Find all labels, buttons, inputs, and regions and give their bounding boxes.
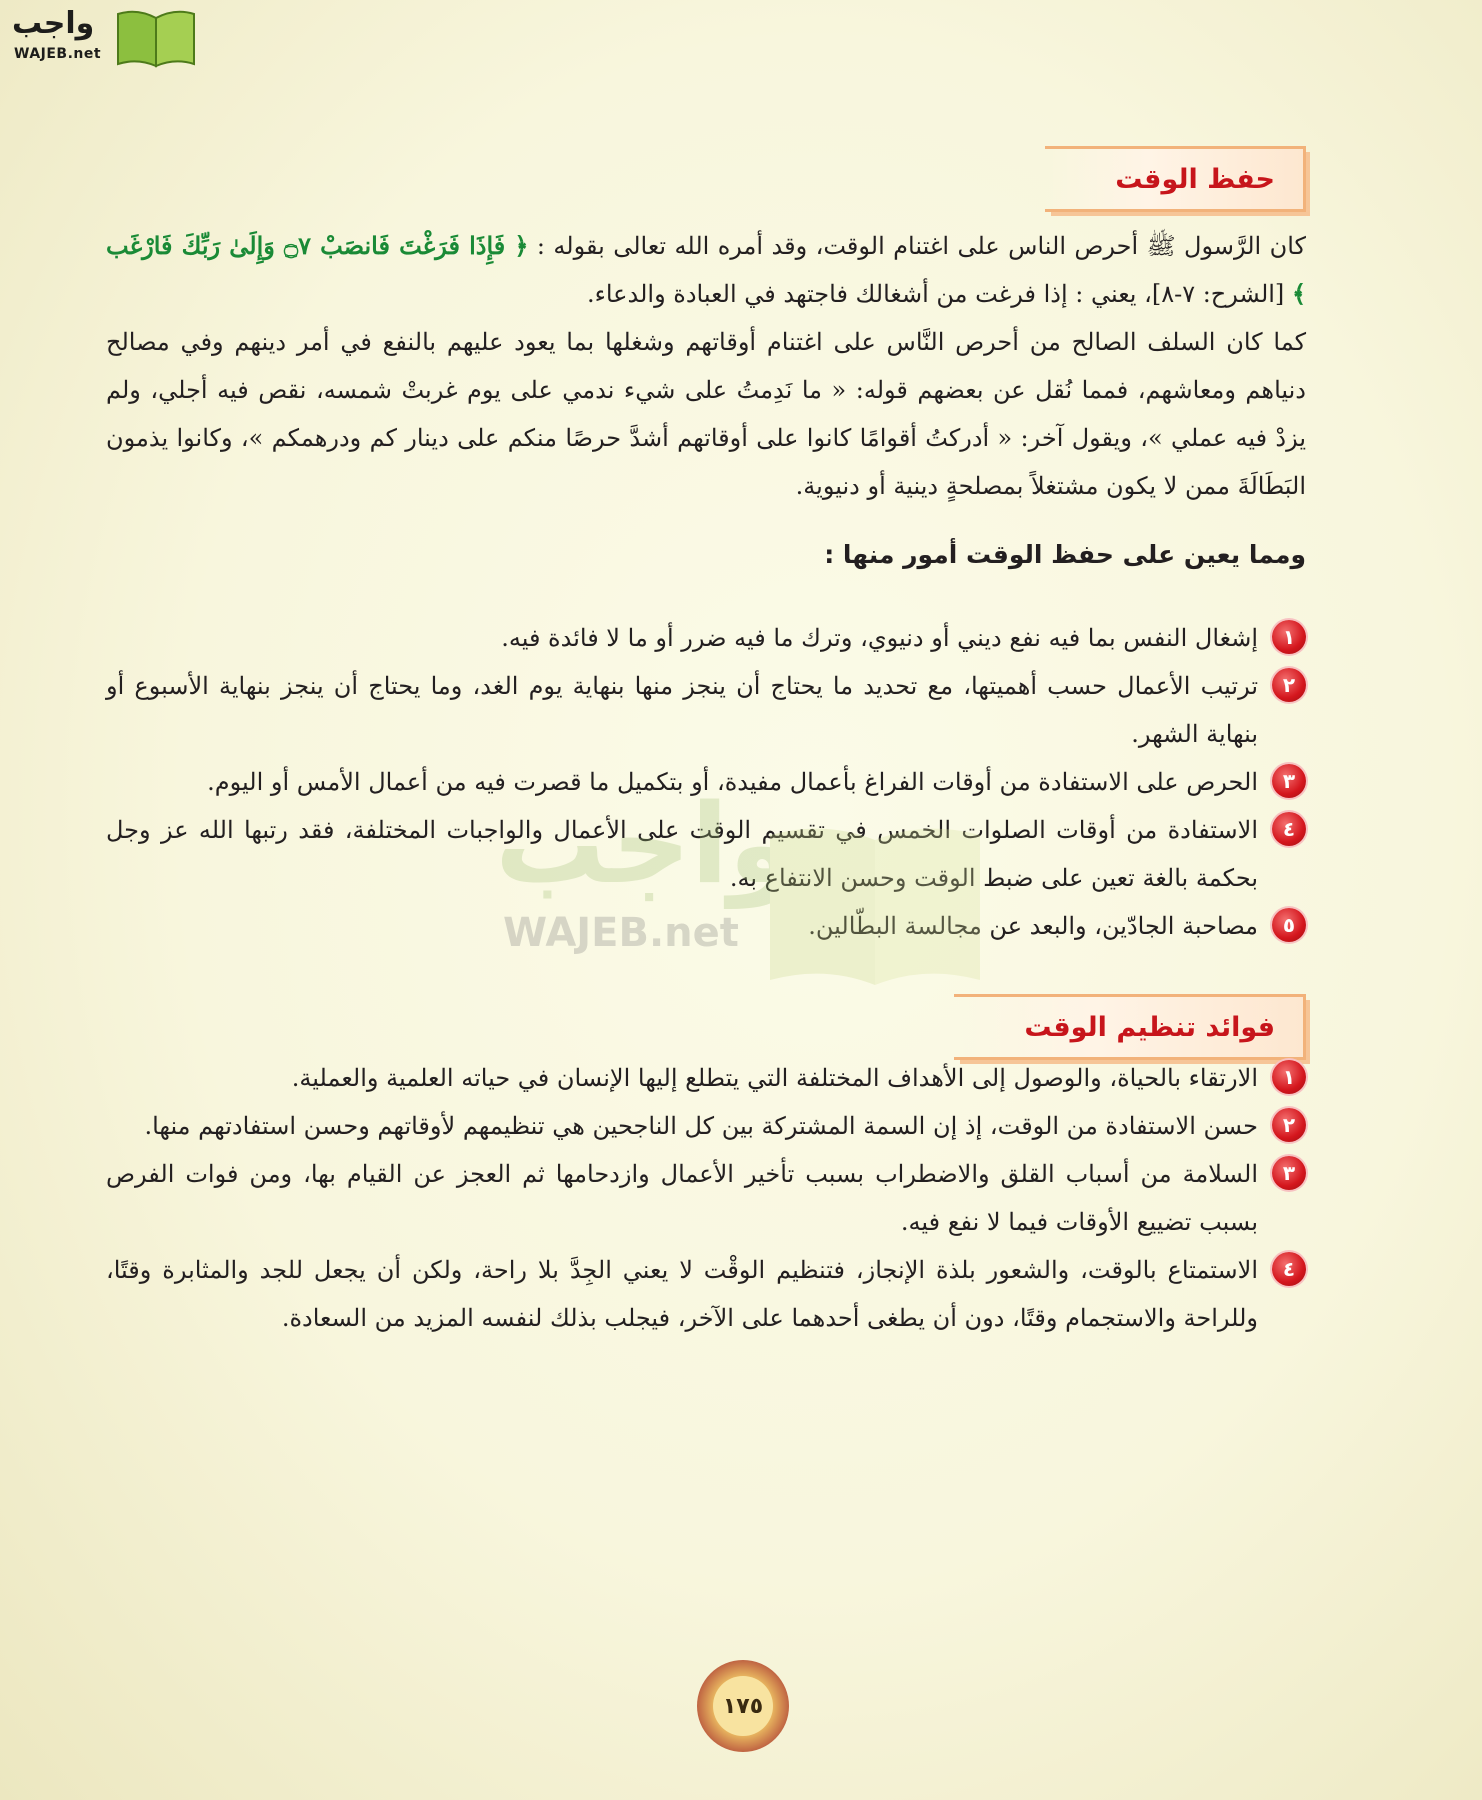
wajeb-watermark	[495, 780, 995, 990]
list-item-text: الحرص على الاستفادة من أوقات الفراغ بأعمال مفيدة، أو بتكميل ما قصرت فيه من أعمال الأمس أو اليوم.	[207, 768, 1258, 796]
logo-latin-text: WAJEB.net	[14, 46, 102, 62]
number-badge: ٢	[1272, 1108, 1306, 1142]
list-item	[106, 662, 1306, 758]
intro-paragraph-2: كما كان السلف الصالح من أحرص النَّاس على اغتنام أوقاتهم وشغلها بما يعود عليهم بالنفع في أمر دينهم وفي مصالح دنياهم ومعاشهم، فمما نُقل عن بعضهم قوله: « ما نَدِمتُ على شيء ندمي على يوم غربتْ شمسه، نقص فيه أجلي، ولم يزدْ فيه عملي »، ويقول آخر: « أدركتُ أقوامًا كانوا على أوقاتهم أشدَّ حرصًا منكم على دينار كم ودرهمكم »، وكانوا يذمون البَطَالَةَ ممن لا يكون مشتغلاً بمصلحةٍ دينية أو دنيوية.	[106, 328, 1306, 500]
list-item	[106, 1246, 1306, 1342]
list-item-text: السلامة من أسباب القلق والاضطراب بسبب تأخير الأعمال وازدحامها ثم العجز عن القيام بها، ومن فوات الفرص بسبب تضييع الأوقات فيما لا نفع فيه.	[106, 1160, 1258, 1236]
section-title-time-preservation	[1045, 146, 1306, 212]
paragraph-text: [الشرح: ٧-٨]، يعني : إذا فرغت من أشغالك فاجتهد في العبادة والدعاء.	[586, 280, 1292, 308]
quran-verse: ﴿ فَإِذَا فَرَغْتَ فَانصَبْ ۝٧ وَإِلَىٰ رَبِّكَ فَارْغَب ﴾	[106, 231, 1306, 308]
number-badge: ٣	[1272, 764, 1306, 798]
watermark-book-icon	[765, 820, 985, 990]
list-item	[106, 614, 1306, 662]
watermark-latin-text: WAJEB.net	[503, 910, 739, 956]
number-badge: ٤	[1272, 812, 1306, 846]
number-badge: ١	[1272, 1060, 1306, 1094]
page-number-badge	[697, 1660, 789, 1752]
helpers-heading: ومما يعين على حفظ الوقت أمور منها :	[824, 540, 1306, 569]
list-item-text: الارتقاء بالحياة، والوصول إلى الأهداف المختلفة التي يتطلع إليها الإنسان في حياته العلمية والعملية.	[291, 1064, 1258, 1092]
section-title-text: حفظ الوقت	[1115, 163, 1275, 195]
number-badge: ٤	[1272, 1252, 1306, 1286]
list-item-text: مصاحبة الجادّين، والبعد عن مجالسة البطّالين.	[808, 912, 1258, 940]
wajeb-logo[interactable]	[10, 6, 190, 66]
list-item-text: ترتيب الأعمال حسب أهميتها، مع تحديد ما يحتاج أن ينجز منها بنهاية يوم الغد، وما يحتاج أن ينجز بنهاية الأسبوع أو بنهاية الشهر.	[106, 672, 1258, 748]
number-badge: ٣	[1272, 1156, 1306, 1190]
list-item-text: إشغال النفس بما فيه نفع ديني أو دنيوي، وترك ما فيه ضرر أو ما لا فائدة فيه.	[501, 624, 1258, 652]
watermark-arabic-text: واجب	[495, 780, 797, 908]
paragraph-text: كان الرَّسول ﷺ أحرص الناس على اغتنام الوقت، وقد أمره الله تعالى بقوله :	[528, 232, 1306, 260]
number-badge: ١	[1272, 620, 1306, 654]
section-title-text: فوائد تنظيم الوقت	[1024, 1011, 1275, 1043]
benefits-list	[106, 1054, 1306, 1342]
number-badge: ٥	[1272, 908, 1306, 942]
list-item-text: الاستفادة من أوقات الصلوات الخمس في تقسيم الوقت على الأعمال والواجبات المختلفة، فقد رتبها الله عز وجل بحكمة بالغة تعين على ضبط الوقت وحسن الانتفاع به.	[106, 816, 1258, 892]
intro-paragraph-1	[106, 222, 1306, 318]
section-title-time-management-benefits	[954, 994, 1306, 1060]
book-icon	[115, 8, 197, 68]
list-item	[106, 1150, 1306, 1246]
list-item-text: حسن الاستفادة من الوقت، إذ إن السمة المشتركة بين كل الناجحين هي تنظيمهم لأوقاتهم وحسن استفادتهم منها.	[144, 1112, 1258, 1140]
list-item-text: الاستمتاع بالوقت، والشعور بلذة الإنجاز، فتنظيم الوقْت لا يعني الجِدَّ بلا راحة، ولكن أن يجعل للجد والمثابرة وقتًا، وللراحة والاستجمام وقتًا، دون أن يطغى أحدهما على الآخر، فيجلب بذلك لنفسه المزيد من السعادة.	[106, 1256, 1258, 1332]
list-item	[106, 1054, 1306, 1102]
logo-arabic-text: واجب	[12, 6, 95, 41]
page-number: ١٧٥	[713, 1676, 773, 1736]
list-item	[106, 1102, 1306, 1150]
intro-content	[106, 222, 1306, 510]
number-badge: ٢	[1272, 668, 1306, 702]
